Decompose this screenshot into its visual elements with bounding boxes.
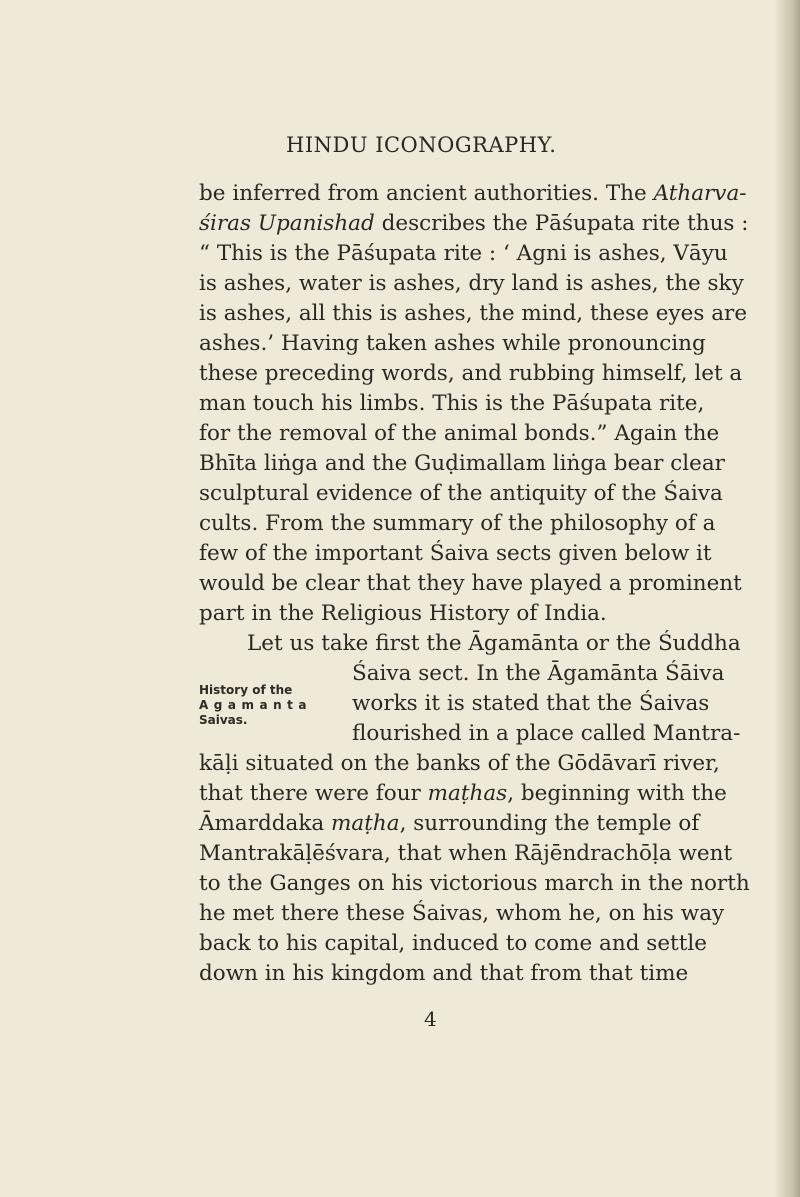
text-line: Mantrakāḷēśvara, that when Rājēndrachōḷa went: [199, 841, 733, 866]
text-line: works it is stated that the Śaivas: [352, 691, 710, 716]
text-line: to the Ganges on his victorious march in the north: [199, 871, 750, 896]
text-line: would be clear that they have played a prominent: [199, 571, 742, 596]
text-line: part in the Religious History of India.: [199, 601, 607, 626]
text-line: that there were four maṭhas, beginning with the: [199, 781, 727, 806]
text-line: back to his capital, induced to come and settle: [199, 931, 707, 956]
text-line: is ashes, all this is ashes, the mind, these eyes are: [199, 301, 748, 326]
marginal-sidenote: [199, 683, 349, 728]
page-edge-shadow: [774, 0, 800, 1197]
text-line: man touch his limbs. This is the Pāśupata rite,: [199, 391, 705, 416]
text-line: is ashes, water is ashes, dry land is ashes, the sky: [199, 271, 744, 296]
sidenote-line: Saivas.: [199, 713, 248, 727]
page-number: 4: [424, 1007, 437, 1031]
text-line: Śaiva sect. In the Āgamānta Śāiva: [352, 661, 725, 686]
text-line: Bhīta liṅga and the Guḍimallam liṅga bear clear: [199, 451, 725, 476]
text-line: be inferred from ancient authorities. The Atharva-: [199, 181, 747, 206]
text-line: few of the important Śaiva sects given below it: [199, 541, 712, 566]
text-line: down in his kingdom and that from that time: [199, 961, 689, 986]
text-line: śiras Upanishad describes the Pāśupata rite thus :: [199, 211, 749, 236]
running-head: HINDU ICONOGRAPHY.: [286, 133, 557, 157]
text-line: kāḷi situated on the banks of the Gōdāvarī river,: [199, 751, 720, 776]
paragraph-start-line: Let us take first the Āgamānta or the Śuddha: [247, 631, 741, 656]
text-line: for the removal of the animal bonds.” Again the: [199, 421, 720, 446]
text-line: cults. From the summary of the philosophy of a: [199, 511, 716, 536]
text-line: he met there these Śaivas, whom he, on his way: [199, 901, 725, 926]
text-line: ashes.’ Having taken ashes while pronouncing: [199, 331, 706, 356]
sidenote-line: Agamanta: [199, 698, 312, 712]
text-line: these preceding words, and rubbing himself, let a: [199, 361, 743, 386]
text-line: Āmarddaka maṭha, surrounding the temple of: [199, 811, 700, 836]
text-line: flourished in a place called Mantra-: [352, 721, 741, 746]
sidenote-line: History of the: [199, 683, 293, 697]
text-line: sculptural evidence of the antiquity of the Śaiva: [199, 481, 723, 506]
text-line: “ This is the Pāśupata rite : ‘ Agni is ashes, Vāyu: [199, 241, 728, 266]
